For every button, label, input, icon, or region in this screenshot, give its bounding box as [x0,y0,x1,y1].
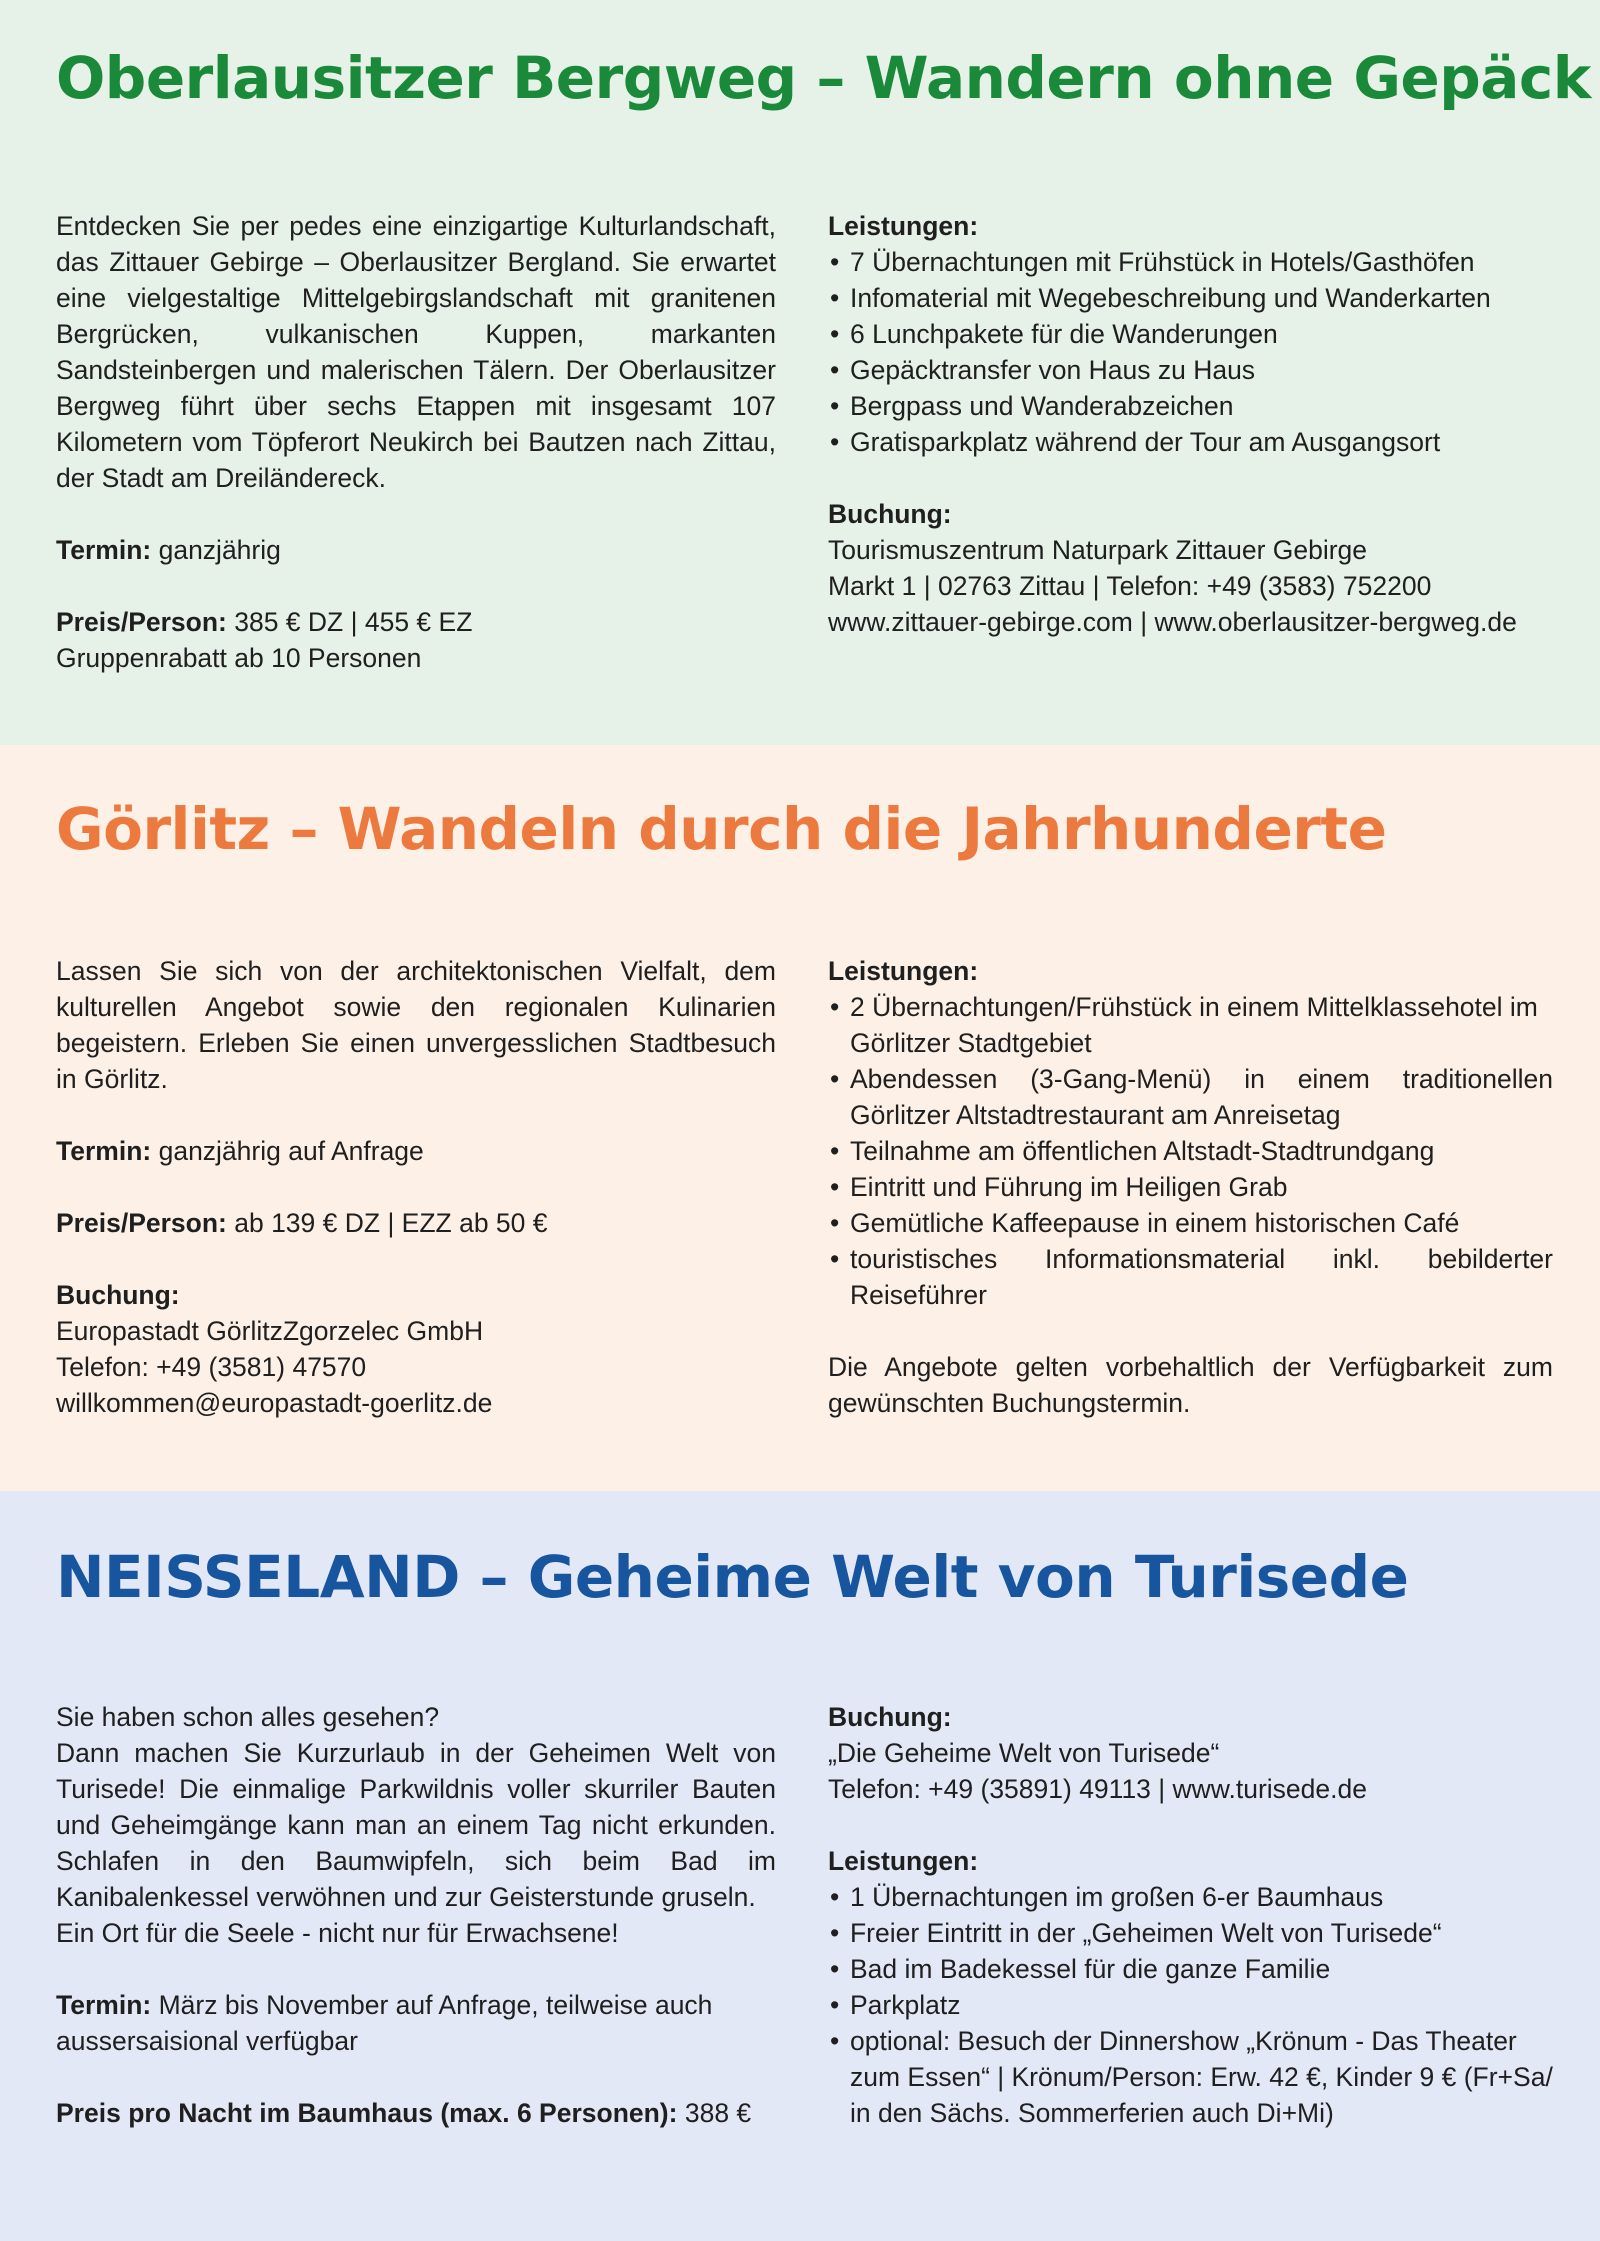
bullet-icon: • [830,1064,840,1094]
preis-label: Preis/Person: [56,607,227,637]
left-column [56,953,776,1421]
bullet-icon: • [830,247,840,277]
list-item: • Parkplatz [828,1987,1553,2023]
termin-value: März bis November auf Anfrage, teilweise auch aussersaisional verfügbar [56,1990,713,2056]
preis-line [56,2095,776,2131]
bullet-icon: • [830,1244,840,1274]
leistungen-label: Leistungen: [828,211,979,241]
list-item: • Gratisparkplatz während der Tour am Ausgangsort [828,424,1553,460]
leistungen-label: Leistungen: [828,956,979,986]
section-title: Görlitz – Wandeln durch die Jahrhunderte [56,795,1387,863]
bullet-icon: • [830,1136,840,1166]
bullet-icon: • [830,1990,840,2020]
termin-label: Termin: [56,1136,152,1166]
list-item: • Bergpass und Wanderabzeichen [828,388,1553,424]
buchung-links[interactable]: www.zittauer-gebirge.com | www.oberlausitzer-bergweg.de [828,607,1517,637]
preis-line [56,604,776,640]
leistungen-list [828,989,1553,1313]
buchung-label: Buchung: [56,1280,180,1310]
preis-value: 388 € [684,2098,752,2128]
left-column [56,1699,776,2131]
intro-text: Dann machen Sie Kurzurlaub in der Geheimen Welt von Turisede! Die einmalige Parkwildnis voller skurriler Bauten und Geheimgänge kann man an einem Tag nicht erkunden. Schlafen in den Baumwipfeln, sich beim Bad im Kanibalenkessel verwöhnen und zur Geisterstunde gruseln. [56,1738,776,1912]
termin-label: Termin: [56,535,152,565]
intro-text: Lassen Sie sich von der architektonischen Vielfalt, dem kulturellen Angebot sowie den regionalen Kulinarien begeistern. Erleben Sie einen unvergesslichen Stadtbesuch in Görlitz. [56,956,776,1094]
list-item: • Infomaterial mit Wegebeschreibung und Wanderkarten [828,280,1553,316]
buchung-email[interactable]: willkommen@europastadt-goerlitz.de [56,1388,493,1418]
section-neisseland [0,1491,1600,2241]
preis-value: 385 € DZ | 455 € EZ [234,607,473,637]
buchung-line[interactable]: Telefon: +49 (35891) 49113 | www.turisede.de [828,1774,1367,1804]
bullet-icon: • [830,1882,840,1912]
bullet-icon: • [830,2026,840,2056]
buchung-label: Buchung: [828,499,952,529]
termin-value: ganzjährig auf Anfrage [158,1136,424,1166]
termin-value: ganzjährig [158,535,281,565]
list-item: • 7 Übernachtungen mit Frühstück in Hotels/Gasthöfen [828,244,1553,280]
bullet-icon: • [830,391,840,421]
preis-note: Gruppenrabatt ab 10 Personen [56,643,422,673]
list-item: • 6 Lunchpakete für die Wanderungen [828,316,1553,352]
intro-tagline: Ein Ort für die Seele - nicht nur für Erwachsene! [56,1918,619,1948]
bullet-icon: • [830,319,840,349]
buchung-line: Telefon: +49 (3581) 47570 [56,1352,367,1382]
intro-question: Sie haben schon alles gesehen? [56,1702,440,1732]
preis-value: ab 139 € DZ | EZZ ab 50 € [234,1208,548,1238]
leistungen-list [828,1879,1553,2131]
leistungen-label: Leistungen: [828,1846,979,1876]
termin-label: Termin: [56,1990,152,2020]
list-item: • Eintritt und Führung im Heiligen Grab [828,1169,1553,1205]
bullet-icon: • [830,355,840,385]
bullet-icon: • [830,1172,840,1202]
list-item: • Freier Eintritt in der „Geheimen Welt von Turisede“ [828,1915,1553,1951]
intro-text: Entdecken Sie per pedes eine einzigartige Kulturlandschaft, das Zittauer Gebirge – Oberlausitzer Bergland. Sie erwartet eine vielgestaltige Mittelgebirgslandschaft mit granitenen Bergrücken, vulkanischen Kuppen, markanten Sandsteinbergen und malerischen Tälern. Der Oberlausitzer Bergweg führt über sechs Etappen mit insgesamt 107 Kilometern vom Töpferort Neukirch bei Bautzen nach Zittau, der Stadt am Dreiländereck. [56,211,776,493]
buchung-line: „Die Geheime Welt von Turisede“ [828,1738,1220,1768]
leistungen-list [828,244,1553,460]
section-title: Oberlausitzer Bergweg – Wandern ohne Gepäck [56,44,1591,112]
buchung-label: Buchung: [828,1702,952,1732]
bullet-icon: • [830,1954,840,1984]
buchung-line: Markt 1 | 02763 Zittau | Telefon: +49 (3583) 752200 [828,571,1432,601]
list-item: • Teilnahme am öffentlichen Altstadt-Stadtrundgang [828,1133,1553,1169]
bullet-icon: • [830,1918,840,1948]
list-item: • Bad im Badekessel für die ganze Familie [828,1951,1553,1987]
termin-line [56,1133,776,1169]
section-title: NEISSELAND – Geheime Welt von Turisede [56,1543,1409,1611]
bullet-icon: • [830,283,840,313]
right-column [828,1699,1553,2131]
bullet-icon: • [830,992,840,1022]
list-item: • Gepäcktransfer von Haus zu Haus [828,352,1553,388]
buchung-line: Tourismuszentrum Naturpark Zittauer Gebirge [828,535,1368,565]
right-column [828,953,1553,1421]
preis-label: Preis pro Nacht im Baumhaus (max. 6 Personen): [56,2098,678,2128]
termin-line [56,1987,776,2059]
list-item: • 1 Übernachtungen im großen 6-er Baumhaus [828,1879,1553,1915]
list-item: • Abendessen (3-Gang-Menü) in einem traditionellen Görlitzer Altstadtrestaurant am Anreisetag [828,1061,1553,1133]
section-goerlitz [0,745,1600,1491]
preis-label: Preis/Person: [56,1208,227,1238]
list-item: • Gemütliche Kaffeepause in einem historischen Café [828,1205,1553,1241]
termin-line [56,532,776,568]
buchung-line: Europastadt GörlitzZgorzelec GmbH [56,1316,484,1346]
preis-line [56,1205,776,1241]
left-column [56,208,776,676]
right-column [828,208,1553,640]
list-item: • 2 Übernachtungen/Frühstück in einem Mittelklassehotel im Görlitzer Stadtgebiet [828,989,1553,1061]
section-oberlausitzer-bergweg [0,0,1600,745]
list-item: • optional: Besuch der Dinnershow „Krönum - Das Theater zum Essen“ | Krönum/Person: Erw. 42 €, Kinder 9 € (Fr+Sa/ in den Sächs. Sommerferien auch Di+Mi) [828,2023,1553,2131]
list-item: • touristisches Informationsmaterial inkl. bebilderter Reiseführer [828,1241,1553,1313]
bullet-icon: • [830,427,840,457]
availability-note: Die Angebote gelten vorbehaltlich der Verfügbarkeit zum gewünschten Buchungstermin. [828,1352,1553,1418]
bullet-icon: • [830,1208,840,1238]
